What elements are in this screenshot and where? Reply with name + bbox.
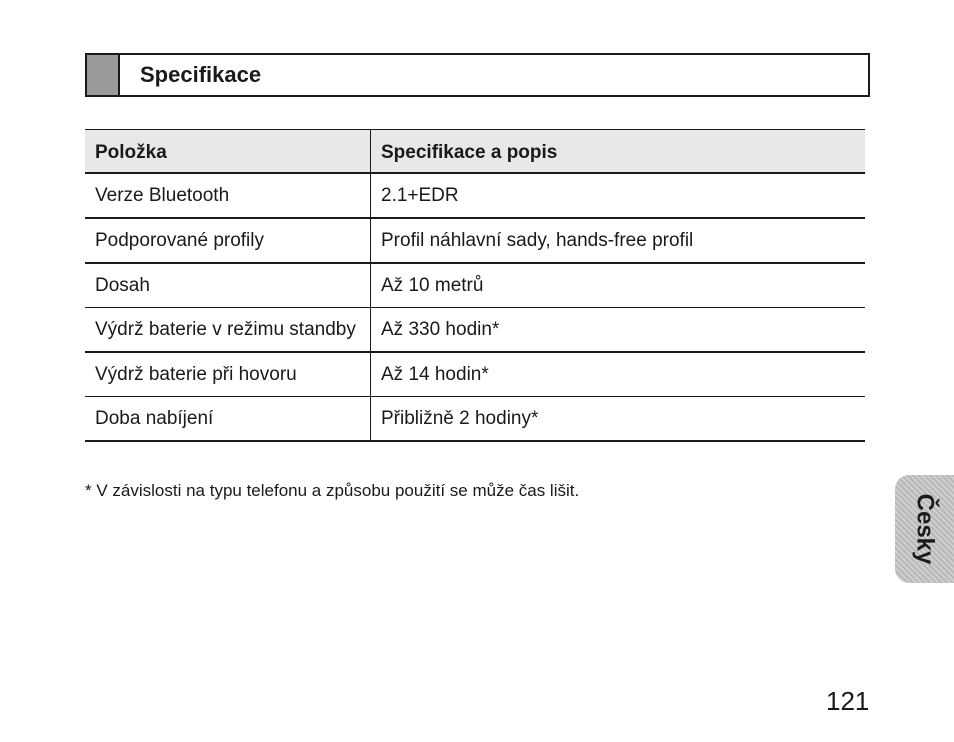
row-label: Podporované profily (85, 218, 371, 263)
row-label: Výdrž baterie při hovoru (85, 352, 371, 397)
table-row (85, 308, 865, 353)
footnote: * V závislosti na typu telefonu a způsobu použití se může čas lišit. (85, 481, 580, 500)
row-value: Profil náhlavní sady, hands-free profil (371, 218, 866, 263)
table-row (85, 263, 865, 308)
page-number: 121 (826, 686, 870, 716)
table-row (85, 173, 865, 218)
table-row (85, 352, 865, 397)
section-title: Specifikace (140, 62, 262, 87)
language-tab (895, 475, 954, 583)
table-header-row (85, 130, 865, 174)
section-header (85, 53, 870, 97)
table-row (85, 397, 865, 442)
table-row (85, 218, 865, 263)
row-label: Výdrž baterie v režimu standby (85, 308, 371, 353)
row-value: Až 330 hodin* (371, 308, 866, 353)
row-value: Až 14 hodin* (371, 352, 866, 397)
row-value: 2.1+EDR (371, 173, 866, 218)
row-label: Doba nabíjení (85, 397, 371, 442)
column-header-spec: Specifikace a popis (371, 130, 866, 174)
row-value: Přibližně 2 hodiny* (371, 397, 866, 442)
row-label: Verze Bluetooth (85, 173, 371, 218)
spec-table (85, 129, 865, 442)
row-value: Až 10 metrů (371, 263, 866, 308)
column-header-item: Položka (85, 130, 371, 174)
section-marker (87, 55, 120, 95)
row-label: Dosah (85, 263, 371, 308)
language-tab-label: Česky (911, 493, 939, 565)
